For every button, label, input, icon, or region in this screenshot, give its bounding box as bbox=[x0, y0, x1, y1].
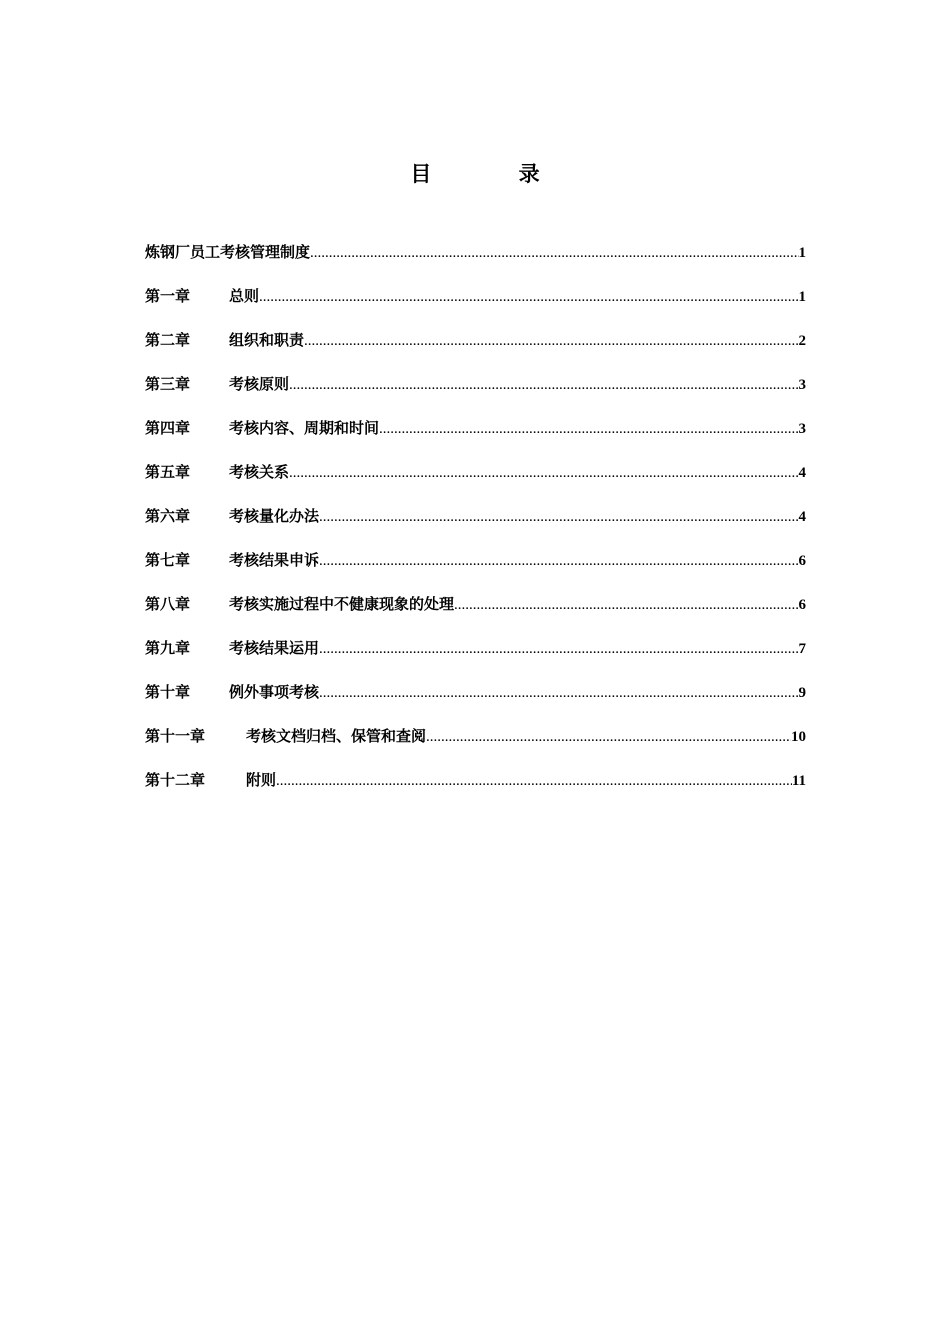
toc-entry-label: 组织和职责 bbox=[229, 331, 305, 349]
toc-dot-leader bbox=[310, 239, 798, 267]
toc-chapter-number: 第六章 bbox=[145, 507, 191, 525]
toc-entry[interactable] bbox=[145, 678, 806, 722]
toc-page-number: 10 bbox=[791, 729, 806, 745]
toc-entry[interactable] bbox=[145, 458, 806, 502]
toc-entry-label: 附则 bbox=[246, 771, 277, 789]
toc-page-number: 1 bbox=[798, 289, 806, 305]
toc-chapter-number: 第八章 bbox=[145, 595, 191, 613]
toc-chapter-number: 第十一章 bbox=[145, 727, 206, 745]
toc-entry[interactable] bbox=[145, 282, 806, 326]
toc-chapter-number: 第一章 bbox=[145, 287, 191, 305]
toc-entry-label: 总则 bbox=[229, 287, 260, 305]
toc-page-number: 1 bbox=[798, 245, 806, 261]
toc-entry[interactable] bbox=[145, 326, 806, 370]
toc-entry[interactable] bbox=[145, 722, 806, 766]
toc-page-number: 6 bbox=[798, 553, 806, 569]
toc-dot-leader bbox=[289, 459, 798, 487]
toc-chapter-number: 第三章 bbox=[145, 375, 191, 393]
toc-chapter-number: 第九章 bbox=[145, 639, 191, 657]
toc-page-number: 2 bbox=[798, 333, 806, 349]
toc-entry-label: 考核结果运用 bbox=[229, 639, 320, 657]
toc-entry-label: 考核内容、周期和时间 bbox=[229, 419, 380, 437]
toc-dot-leader bbox=[289, 371, 798, 399]
toc-dot-leader bbox=[379, 415, 798, 443]
toc-entry-label: 炼钢厂员工考核管理制度 bbox=[145, 243, 311, 261]
toc-entry-label: 考核原则 bbox=[229, 375, 290, 393]
toc-page-number: 6 bbox=[798, 597, 806, 613]
toc-chapter-number: 第十章 bbox=[145, 683, 191, 701]
toc-entry-label: 考核文档归档、保管和查阅 bbox=[246, 727, 427, 745]
toc-entry[interactable] bbox=[145, 634, 806, 678]
toc-entry[interactable] bbox=[145, 238, 806, 282]
toc-dot-leader bbox=[319, 635, 798, 663]
toc-dot-leader bbox=[259, 283, 798, 311]
toc-chapter-number: 第四章 bbox=[145, 419, 191, 437]
toc-dot-leader bbox=[276, 767, 792, 795]
toc-entry-label: 考核量化办法 bbox=[229, 507, 320, 525]
toc-chapter-number: 第五章 bbox=[145, 463, 191, 481]
toc-entry[interactable] bbox=[145, 766, 806, 810]
toc-dot-leader bbox=[319, 679, 798, 707]
toc-entry[interactable] bbox=[145, 546, 806, 590]
toc-page-number: 4 bbox=[798, 465, 806, 481]
toc-page-number: 3 bbox=[798, 421, 806, 437]
toc-entry-label: 考核实施过程中不健康现象的处理 bbox=[229, 595, 455, 613]
toc-list bbox=[145, 238, 806, 810]
toc-dot-leader bbox=[304, 327, 798, 355]
toc-entry[interactable] bbox=[145, 590, 806, 634]
toc-page-number: 9 bbox=[798, 685, 806, 701]
toc-entry[interactable] bbox=[145, 502, 806, 546]
toc-dot-leader bbox=[454, 591, 798, 619]
toc-page-number: 4 bbox=[798, 509, 806, 525]
toc-entry-label: 例外事项考核 bbox=[229, 683, 320, 701]
toc-dot-leader bbox=[426, 723, 791, 751]
toc-entry[interactable] bbox=[145, 414, 806, 458]
toc-page-number: 3 bbox=[798, 377, 806, 393]
toc-page-number: 11 bbox=[791, 773, 806, 789]
toc-entry-label: 考核关系 bbox=[229, 463, 290, 481]
toc-entry[interactable] bbox=[145, 370, 806, 414]
toc-title: 目 录 bbox=[410, 162, 580, 186]
toc-dot-leader bbox=[319, 503, 798, 531]
toc-chapter-number: 第二章 bbox=[145, 331, 191, 349]
toc-page-number: 7 bbox=[798, 641, 806, 657]
toc-dot-leader bbox=[319, 547, 798, 575]
toc-chapter-number: 第七章 bbox=[145, 551, 191, 569]
toc-entry-label: 考核结果申诉 bbox=[229, 551, 320, 569]
toc-chapter-number: 第十二章 bbox=[145, 771, 206, 789]
